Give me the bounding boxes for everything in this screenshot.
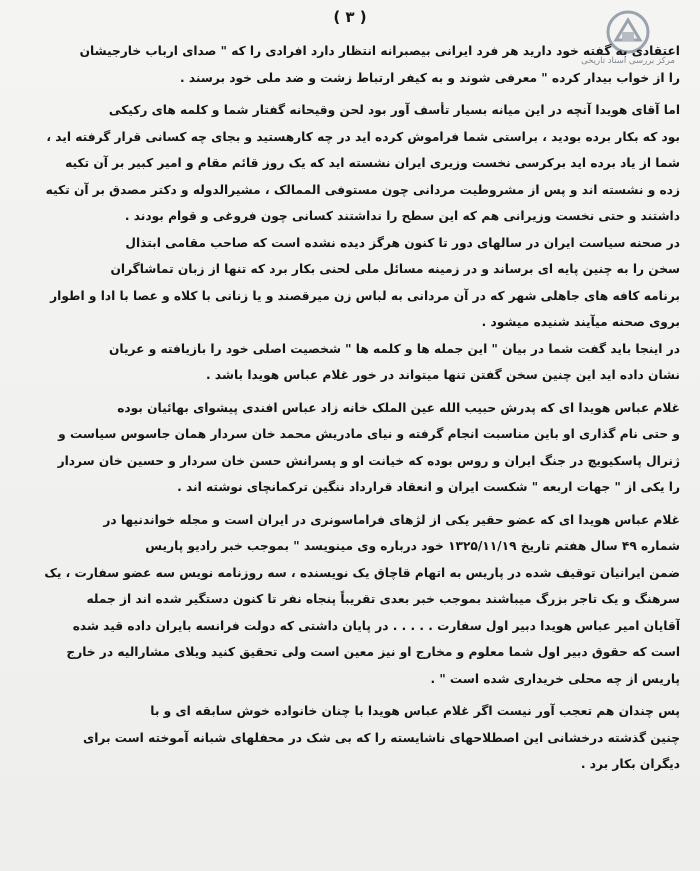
text-line: اعتقادی به گفته خود دارید هر فرد ایرانی بیصبرانه انتظار دارد افرادی را که " صدای ارباب خارجیشان [79,44,680,58]
text-line: اما آقای هویدا آنچه در این میانه بسیار تأسف آور بود لحن وقیحانه گفتار شما و کلمه های رکیکی [108,103,680,117]
text-line: دیگران بکار برد . [580,757,680,771]
text-line: است که حقوق دبیر اول شما معلوم و مخارج او نیز معین است ولی تحقیق کنید ویلای مشارالیه در خارج [66,645,680,659]
paragraph-5 [22,395,680,501]
logo-caption: مرکز بررسی اسناد تاریخی [581,56,675,66]
text-line: بود که بکار برده بودید ، براستی شما فراموش کرده اید در چه کارهستید و بجای چه کسانی قرار گرفته اید ، [46,129,680,144]
paragraph-7 [22,698,680,778]
text-line: سرهنگ و یک تاجر بزرگ میباشند بموجب خبر بعدی تقریباً پنجاه نفر تا کنون دستگیر شده اند از جمله [86,592,680,606]
paragraph-2 [22,97,680,230]
text-line: غلام عباس هویدا ای که عضو حقیر یکی از لژهای فراماسونری در ایران است و مجله خواندنیها در [103,512,680,527]
text-line: پاریس از چه محلی خریداری شده است " . [430,671,680,686]
text-line: را یکی از " جهات اربعه " شکست ایران و انعقاد قرارداد ننگین ترکمانچای نوشته اند . [177,480,680,494]
text-line: سخن را به چنین پایه ای برساند و در زمینه مسائل ملی لحنی بکار برد که تنها از زبان تماشاگران [110,262,680,276]
letter-body [22,38,680,778]
paragraph-4 [22,336,680,389]
paragraph-3 [22,230,680,336]
text-line: در صحنه سیاست ایران در سالهای دور تا کنون هرگز دیده نشده است که صاحب مقامی ابتذال [125,235,680,250]
text-line: و حتی نام گذاری او باین مناسبت انجام گرفته و نیای مادریش محمد خان سردار همان جاسوس سیاست و [58,427,680,441]
text-line: در اینجا باید گفت شما در بیان " این جمله ها و کلمه ها " شخصیت اصلی خود را بازیافته و عریان [108,341,680,356]
paragraph-6 [22,507,680,693]
text-line: نشان داده اید این چنین سخن گفتن تنها میتواند در خور غلام عباس هویدا باشد . [206,368,680,382]
text-line: بروی صحنه میآیند شنیده میشود . [481,315,680,329]
paragraph-1 [22,38,680,91]
text-line: شما از یاد برده اید برکرسی نخست وزیری ایران نشسته اید که یک روز قائم مقام و امیر کبیر بر آن تکیه [65,156,680,170]
text-line: شماره ۴۹ سال هفتم تاریخ ۱۳۲۵/۱۱/۱۹ خود درباره وی مینویسد " بموجب خبر رادیو پاریس [145,539,680,553]
text-line: ژنرال پاسکیویچ در جنگ ایران و روس بوده که خیانت او و پسرانش حسن خان سردار و حسین خان سردار [57,453,680,468]
text-line: را از خواب بیدار کرده " معرفی شوند و به کیفر ارتباط زشت و ضد ملی خود برسند . [180,70,680,85]
text-line: غلام عباس هویدا ای که پدرش حبیب الله عین الملک خانه زاد عباس افندی پیشوای بهائیان بوده [117,400,680,415]
text-line: زده و نشسته اند و پس از مشروطیت مردانی چون مستوفی الممالک ، مشیرالدوله و دکتر مصدق بر آن تکیه [45,182,680,197]
text-line: چنین گذشته درخشانی این اصطلاحهای ناشایسته را که بی شک در محفلهای شبانه آموخته است برای [83,730,680,745]
text-line: برنامه کافه های جاهلی شهر که در آن مردانی به لباس زن میرقصند و یا زنانی با کلاه و عصا با ادا و اطوار [50,288,680,303]
text-line-underlined: آقایان امیر عباس هویدا دبیر اول سفارت . . . . . در پایان داشتی که دولت فرانسه بایران داده قید شده [72,618,680,633]
text-line: ضمن ایرانیان توقیف شده در پاریس به اتهام قاچاق یک نویسنده ، سه روزنامه نویس سه عضو سفارت ، یک [44,565,680,580]
text-line: پس چندان هم تعجب آور نیست اگر غلام عباس هویدا با چنان خانواده خوش سابقه ای و با [150,704,680,718]
page-number: ( ۳ ) [333,8,367,26]
text-line: داشتند و حتی نخست وزیرانی هم که این سطح را نداشتند کسانی چون فروغی و قوام بودند . [124,209,680,223]
